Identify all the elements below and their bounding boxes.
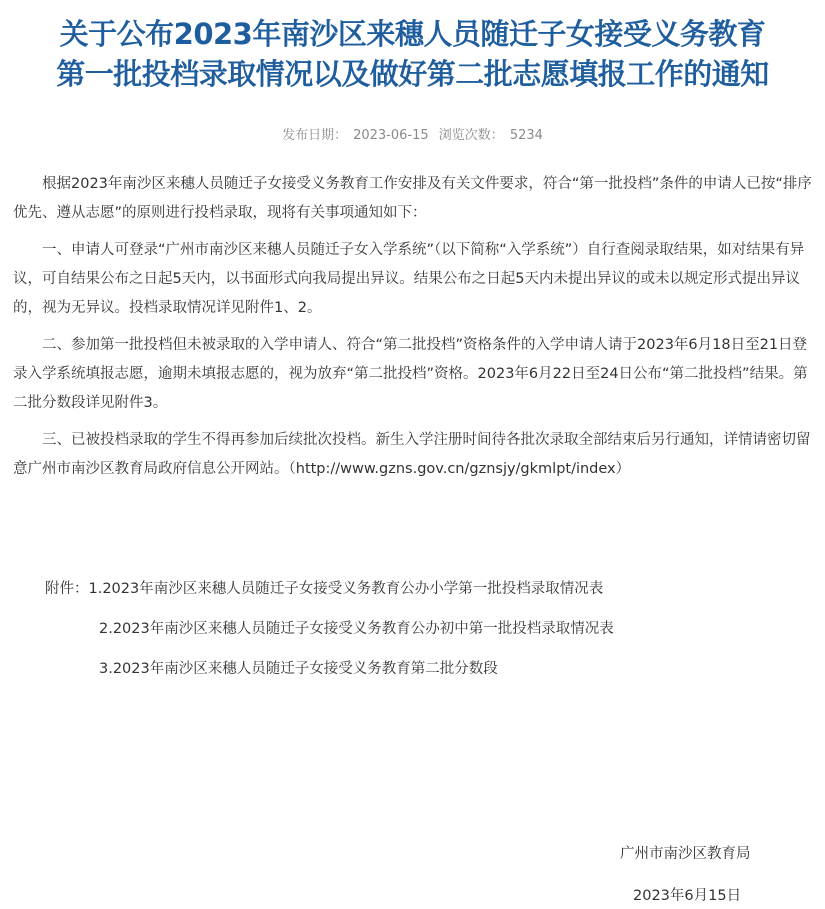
attachments-label: 附件： bbox=[45, 581, 89, 597]
paragraph-intro: 根据2023年南沙区来穗人员随迁子女接受义务教育工作安排及有关文件要求，符合“第一批投档”条件的申请人已按“排序优先、遵从志愿”的原则进行投档录取，现将有关事项通知如下： bbox=[13, 176, 812, 221]
article-meta bbox=[0, 124, 825, 143]
paragraph-3: 三、已被投档录取的学生不得再参加后续批次投档。新生入学注册时间待各批次录取全部结束后另行通知，详情请密切留意广州市南沙区教育局政府信息公开网站。（http://www.gzns.gov.cn/gznsjy/gkmlpt/index） bbox=[13, 432, 811, 477]
attachment-link-3[interactable]: 3.2023年南沙区来穗人员随迁子女接受义务教育第二批分数段 bbox=[99, 661, 498, 677]
attachment-link-2[interactable]: 2.2023年南沙区来穗人员随迁子女接受义务教育公办初中第一批投档录取情况表 bbox=[99, 621, 614, 637]
attachment-row-3 bbox=[45, 655, 805, 695]
title-line-2: 第一批投档录取情况以及做好第二批志愿填报工作的通知 bbox=[56, 57, 769, 91]
publish-date-label: 发布日期： bbox=[282, 128, 348, 143]
article-body bbox=[13, 170, 813, 492]
attachments bbox=[45, 575, 805, 695]
paragraph-2: 二、参加第一批投档但未被录取的入学申请人、符合“第二批投档”资格条件的入学申请人请于2023年6月18日至21日登录入学系统填报志愿，逾期未填报志愿的，视为放弃“第二批投档”资格。2023年6月22日至24日公布“第二批投档”结果。第二批分数段详见附件3。 bbox=[13, 337, 808, 411]
signature-date: 2023年6月15日 bbox=[633, 888, 742, 904]
attachment-link-1[interactable]: 1.2023年南沙区来穗人员随迁子女接受义务教育公办小学第一批投档录取情况表 bbox=[88, 581, 604, 597]
paragraph-1: 一、申请人可登录“广州市南沙区来穗人员随迁子女入学系统”（以下简称“入学系统”）自行查阅录取结果，如对结果有异议，可自结果公布之日起5天内，以书面形式向我局提出异议。结果公布之日起5天内未提出异议的或未以规定形式提出异议的，视为无异议。投档录取情况详见附件1、2。 bbox=[13, 242, 805, 316]
publish-date: 2023-06-15 bbox=[353, 128, 429, 143]
attachment-row-1 bbox=[45, 575, 805, 615]
views-label: 浏览次数： bbox=[438, 128, 504, 143]
page-title bbox=[0, 14, 825, 94]
title-line-1: 关于公布2023年南沙区来穗人员随迁子女接受义务教育 bbox=[59, 17, 766, 51]
views-count: 5234 bbox=[509, 128, 543, 143]
attachment-row-2 bbox=[45, 615, 805, 655]
signature-org: 广州市南沙区教育局 bbox=[620, 846, 751, 862]
